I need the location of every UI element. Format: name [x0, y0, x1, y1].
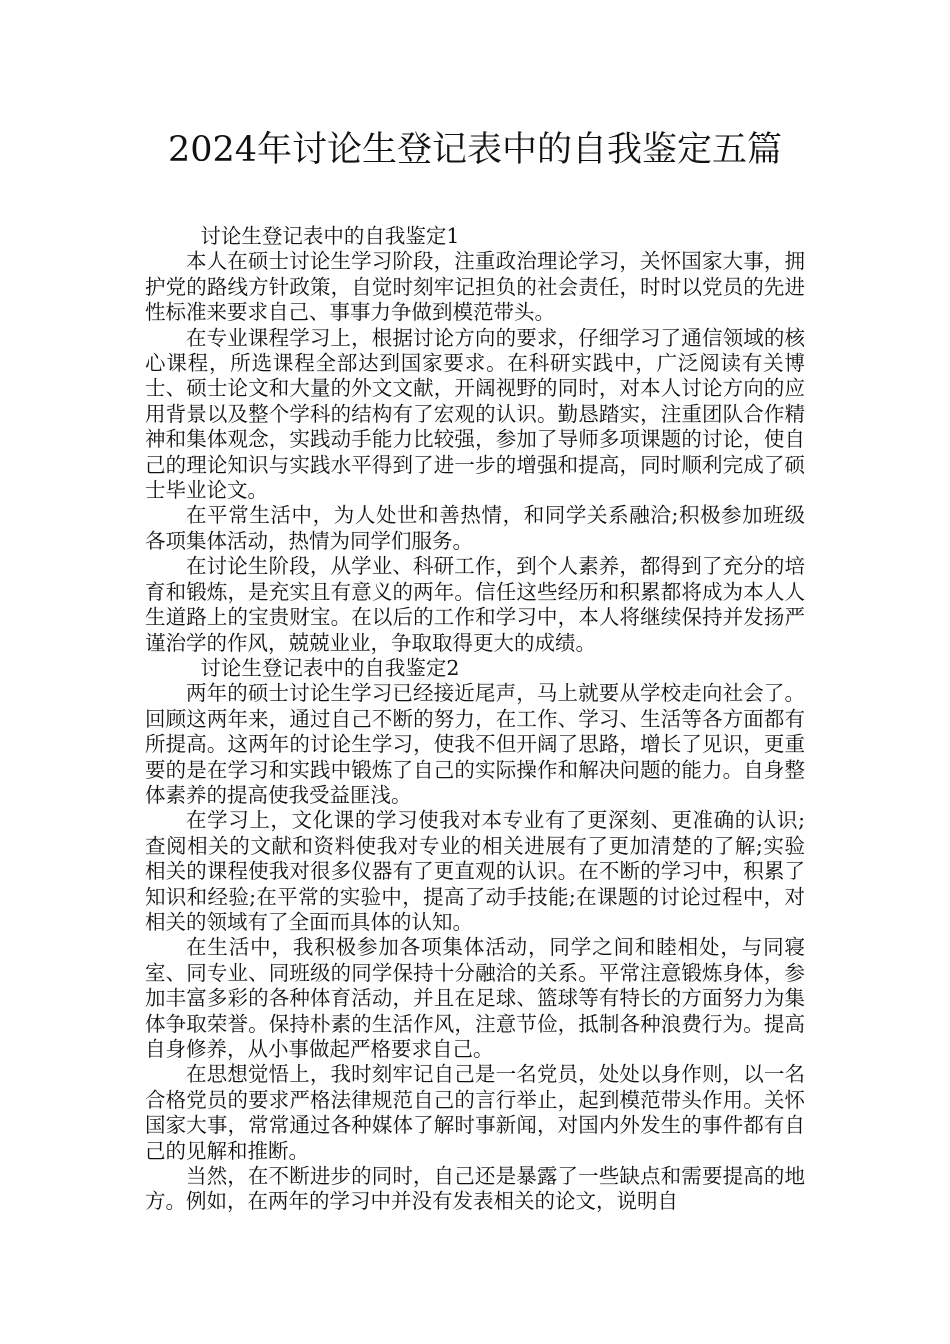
- paragraph: 在专业课程学习上，根据讨论方向的要求，仔细学习了通信领域的核心课程，所选课程全部达到国家要求。在科研实践中，广泛阅读有关博士、硕士论文和大量的外文文献，开阔视野的同时，对本人讨论方向的应用背景以及整个学科的结构有了宏观的认识。勤恳踏实，注重团队合作精神和集体观念，实践动手能力比较强，参加了导师多项课题的讨论，使自己的理论知识与实践水平得到了进一步的增强和提高，同时顺利完成了硕士毕业论文。: [145, 325, 805, 503]
- paragraph: 在讨论生阶段，从学业、科研工作，到个人素养，都得到了充分的培育和锻炼，是充实且有意义的两年。信任这些经历和积累都将成为本人人生道路上的宝贵财宝。在以后的工作和学习中，本人将继续保持并发扬严谨治学的作风，兢兢业业，争取取得更大的成绩。: [145, 554, 805, 655]
- paragraph: 在思想觉悟上，我时刻牢记自己是一名党员，处处以身作则，以一名合格党员的要求严格法律规范自己的言行举止，起到模范带头作用。关怀国家大事，常常通过各种媒体了解时事新闻，对国内外发生的事件都有自己的见解和推断。: [145, 1062, 805, 1163]
- paragraph: 在学习上，文化课的学习使我对本专业有了更深刻、更准确的认识;查阅相关的文献和资料使我对专业的相关进展有了更加清楚的了解;实验相关的课程使我对很多仪器有了更直观的认识。在不断的学习中，积累了知识和经验;在平常的实验中，提高了动手技能;在课题的讨论过程中，对相关的领域有了全面而具体的认知。: [145, 808, 805, 934]
- section-heading: 讨论生登记表中的自我鉴定1: [200, 224, 460, 248]
- document-title: 2024年讨论生登记表中的自我鉴定五篇: [167, 130, 783, 170]
- paragraph: 在生活中，我积极参加各项集体活动，同学之间和睦相处，与同寝室、同专业、同班级的同学保持十分融洽的关系。平常注意锻炼身体，参加丰富多彩的各种体育活动，并且在足球、篮球等有特长的方面努力为集体争取荣誉。保持朴素的生活作风，注意节俭，抵制各种浪费行为。提高自身修养，从小事做起严格要求自己。: [145, 935, 805, 1061]
- paragraph: 当然，在不断进步的同时，自己还是暴露了一些缺点和需要提高的地方。例如，在两年的学习中并没有发表相关的论文，说明自: [145, 1164, 805, 1214]
- section-heading: 讨论生登记表中的自我鉴定2: [200, 655, 460, 680]
- document-body: [145, 224, 805, 1215]
- paragraph: 本人在硕士讨论生学习阶段，注重政治理论学习，关怀国家大事，拥护党的路线方针政策，自觉时刻牢记担负的社会责任，时时以党员的先进性标准来要求自己、事事力争做到模范带头。: [145, 249, 805, 325]
- paragraph: 两年的硕士讨论生学习已经接近尾声，马上就要从学校走向社会了。回顾这两年来，通过自己不断的努力，在工作、学习、生活等各方面都有所提高。这两年的讨论生学习，使我不但开阔了思路，增长了见识，更重要的是在学习和实践中锻炼了自己的实际操作和解决问题的能力。自身整体素养的提高使我受益匪浅。: [145, 681, 805, 807]
- paragraph: 在平常生活中，为人处世和善热情，和同学关系融洽;积极参加班级各项集体活动，热情为同学们服务。: [145, 503, 805, 553]
